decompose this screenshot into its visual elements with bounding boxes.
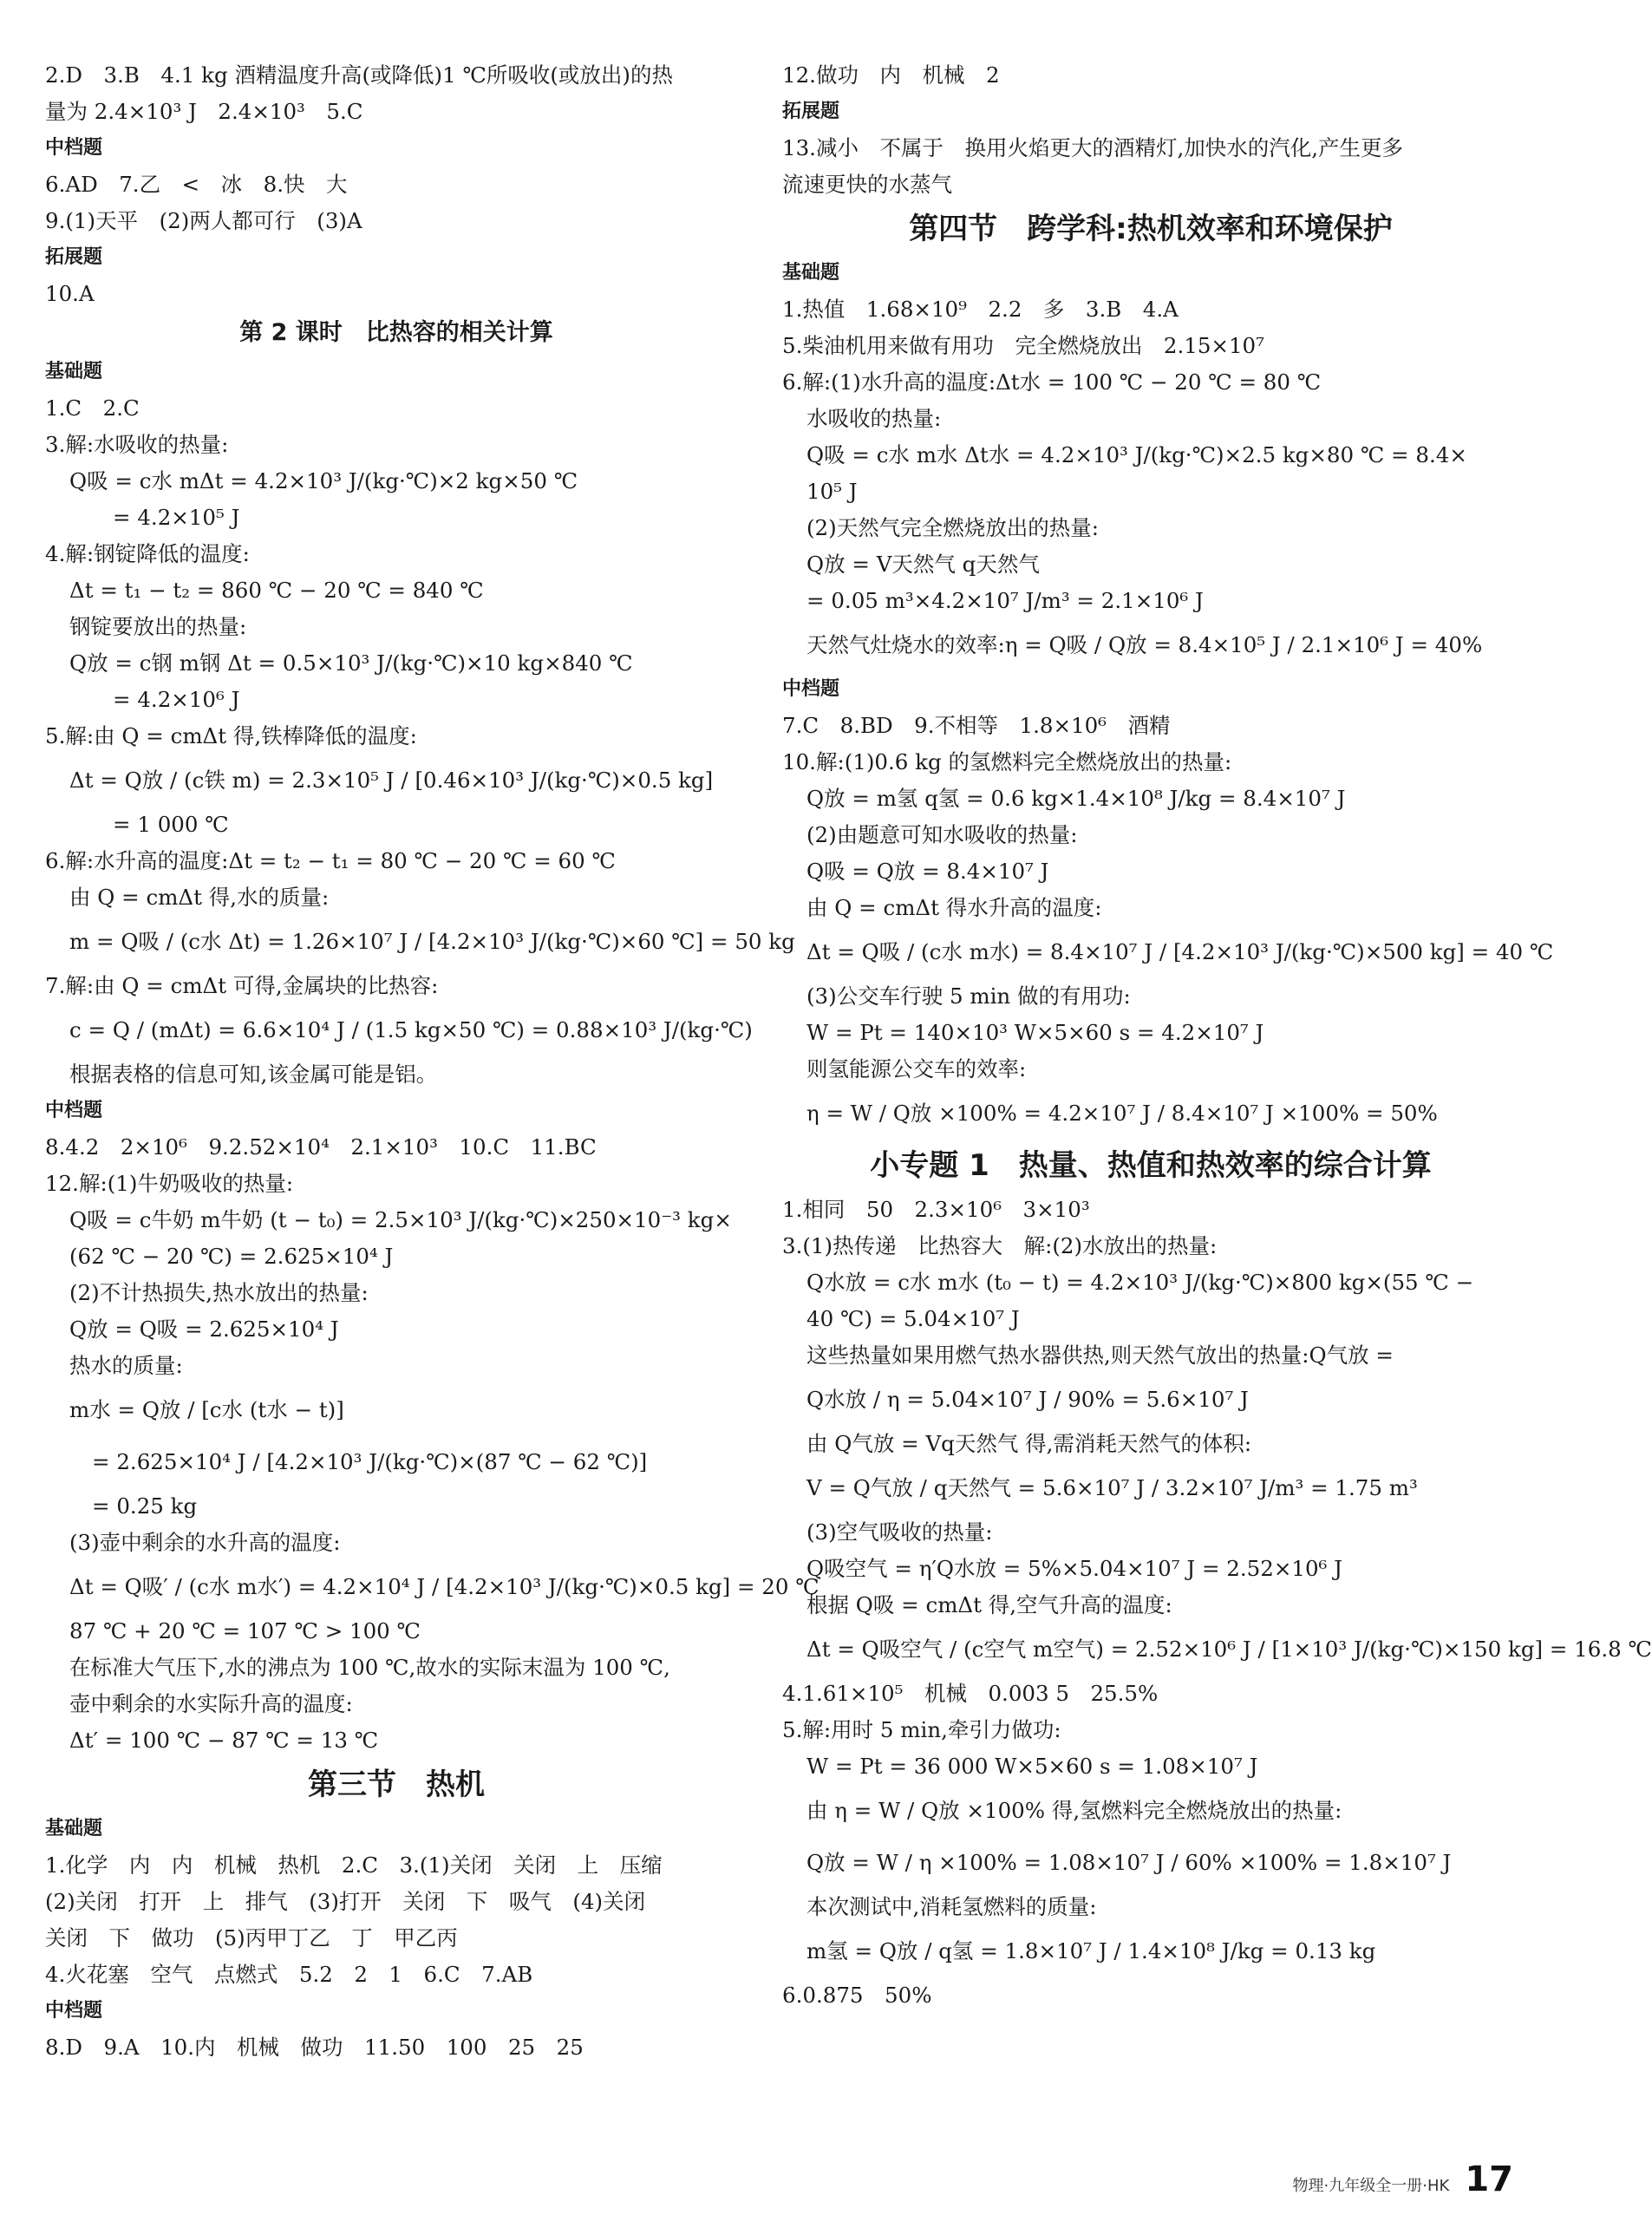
text-line: 3.(1)热传递 比热容大 解:(2)水放出的热量: (782, 1233, 1218, 1258)
text-line: V = Q气放 / q天然气 = 5.6×10⁷ J / 3.2×10⁷ J/m³ = 1.75 m³ (806, 1475, 1418, 1500)
text-line: 4.解:钢锭降低的温度: (45, 541, 250, 566)
text-line: 由 Q = cmΔt 得,水的质量: (69, 885, 330, 910)
text-line: 2.D 3.B 4.1 kg 酒精温度升高(或降低)1 ℃所吸收(或放出)的热 (45, 62, 673, 88)
text-line: 6.AD 7.乙 < 冰 8.快 大 (45, 172, 348, 197)
text-line: Q放 = Q吸 = 2.625×10⁴ J (69, 1317, 339, 1342)
text-line: 9.(1)天平 (2)两人都可行 (3)A (45, 208, 362, 233)
text-line: 5.柴油机用来做有用功 完全燃烧放出 2.15×10⁷ (782, 333, 1264, 358)
text-line: c = Q / (mΔt) = 6.6×10⁴ J / (1.5 kg×50 ℃) = 0.88×10³ J/(kg·℃) (69, 1017, 753, 1042)
text-line: Δt = Q吸空气 / (c空气 m空气) = 2.52×10⁶ J / [1×10³ J/(kg·℃)×150 kg] = 16.8 ℃ (806, 1637, 1652, 1662)
difficulty-heading: 基础题 (45, 1818, 103, 1839)
left-column (45, 57, 819, 2066)
text-line: Q吸 = Q放 = 8.4×10⁷ J (806, 859, 1049, 884)
text-line: 根据表格的信息可知,该金属可能是铝。 (69, 1062, 438, 1087)
text-line: W = Pt = 140×10³ W×5×60 s = 4.2×10⁷ J (806, 1020, 1264, 1045)
text-line: Q吸空气 = η′Q水放 = 5%×5.04×10⁷ J = 2.52×10⁶ J (806, 1556, 1342, 1581)
section-title: 小专题 1 热量、热值和热效率的综合计算 (870, 1148, 1432, 1183)
text-line: Δt = Q放 / (c铁 m) = 2.3×10⁵ J / [0.46×10³ J/(kg·℃)×0.5 kg] (69, 768, 714, 793)
text-line: (2)不计热损失,热水放出的热量: (69, 1280, 369, 1305)
difficulty-heading: 基础题 (782, 262, 840, 284)
text-line: 10.A (45, 281, 95, 306)
difficulty-heading: 中档题 (45, 1100, 103, 1121)
text-line: 这些热量如果用燃气热水器供热,则天然气放出的热量:Q气放 = (806, 1343, 1394, 1368)
text-line: = 4.2×10⁶ J (113, 687, 240, 712)
section-title: 第三节 热机 (308, 1767, 485, 1802)
text-line: Q放 = c钢 m钢 Δt = 0.5×10³ J/(kg·℃)×10 kg×840 ℃ (69, 650, 633, 676)
text-line: η = W / Q放 ×100% = 4.2×10⁷ J / 8.4×10⁷ J ×100% = 50% (806, 1101, 1438, 1126)
text-line: 40 ℃) = 5.04×10⁷ J (806, 1306, 1020, 1331)
text-line: m氢 = Q放 / q氢 = 1.8×10⁷ J / 1.4×10⁸ J/kg = 0.13 kg (806, 1938, 1376, 1963)
text-line: 1.C 2.C (45, 395, 140, 421)
text-line: (3)公交车行驶 5 min 做的有用功: (806, 983, 1131, 1009)
text-line: Δt′ = 100 ℃ − 87 ℃ = 13 ℃ (69, 1728, 379, 1753)
text-line: Q放 = V天然气 q天然气 (806, 552, 1040, 577)
text-line: 3.解:水吸收的热量: (45, 432, 229, 457)
text-line: (3)空气吸收的热量: (806, 1519, 993, 1545)
text-line: 8.D 9.A 10.内 机械 做功 11.50 100 25 25 (45, 2035, 584, 2060)
text-line: 关闭 下 做功 (5)丙甲丁乙 丁 甲乙丙 (45, 1925, 458, 1950)
text-line: 钢锭要放出的热量: (69, 614, 247, 639)
difficulty-heading: 中档题 (45, 2000, 103, 2022)
text-line: 6.解:(1)水升高的温度:Δt水 = 100 ℃ − 20 ℃ = 80 ℃ (782, 369, 1322, 395)
text-line: m = Q吸 / (c水 Δt) = 1.26×10⁷ J / [4.2×10³ J/(kg·℃)×60 ℃] = 50 kg (69, 929, 795, 954)
text-line: Δt = Q吸 / (c水 m水) = 8.4×10⁷ J / [4.2×10³ J/(kg·℃)×500 kg] = 40 ℃ (806, 939, 1554, 964)
difficulty-heading: 中档题 (45, 137, 103, 159)
page-footer (1293, 2159, 1513, 2199)
text-line: 由 Q = cmΔt 得水升高的温度: (806, 895, 1102, 920)
text-line: 13.减小 不属于 换用火焰更大的酒精灯,加快水的汽化,产生更多 (782, 135, 1404, 160)
text-line: 87 ℃ + 20 ℃ = 107 ℃ > 100 ℃ (69, 1618, 421, 1643)
text-line: 壶中剩余的水实际升高的温度: (69, 1691, 353, 1716)
difficulty-heading: 拓展题 (45, 246, 103, 268)
text-line: 7.C 8.BD 9.不相等 1.8×10⁶ 酒精 (782, 713, 1171, 738)
text-line: 5.解:用时 5 min,牵引力做功: (782, 1717, 1061, 1742)
text-line: 由 η = W / Q放 ×100% 得,氢燃料完全燃烧放出的热量: (806, 1798, 1342, 1823)
text-line: Q水放 / η = 5.04×10⁷ J / 90% = 5.6×10⁷ J (806, 1387, 1249, 1412)
text-line: Δt = Q吸′ / (c水 m水′) = 4.2×10⁴ J / [4.2×10³ J/(kg·℃)×0.5 kg] = 20 ℃ (69, 1574, 819, 1599)
text-line: (3)壶中剩余的水升高的温度: (69, 1530, 341, 1555)
text-line: 10⁵ J (806, 479, 858, 504)
text-line: 8.4.2 2×10⁶ 9.2.52×10⁴ 2.1×10³ 10.C 11.BC (45, 1134, 597, 1160)
page-number: 17 (1465, 2159, 1513, 2199)
text-line: Q吸 = c水 mΔt = 4.2×10³ J/(kg·℃)×2 kg×50 ℃ (69, 468, 578, 493)
text-line: 则氢能源公交车的效率: (806, 1056, 1027, 1081)
difficulty-heading: 基础题 (45, 361, 103, 382)
text-line: W = Pt = 36 000 W×5×60 s = 1.08×10⁷ J (806, 1754, 1258, 1779)
difficulty-heading: 中档题 (782, 678, 840, 700)
text-line: 热水的质量: (69, 1353, 183, 1378)
text-line: 在标准大气压下,水的沸点为 100 ℃,故水的实际末温为 100 ℃, (69, 1655, 670, 1680)
text-line: m水 = Q放 / [c水 (t水 − t)] (69, 1397, 344, 1422)
text-line: = 1 000 ℃ (113, 812, 229, 837)
text-line: (2)天然气完全燃烧放出的热量: (806, 515, 1099, 540)
text-line: 量为 2.4×10³ J 2.4×10³ 5.C (45, 99, 363, 124)
text-line: = 2.625×10⁴ J / [4.2×10³ J/(kg·℃)×(87 ℃ − 62 ℃)] (92, 1449, 648, 1474)
text-line: (2)由题意可知水吸收的热量: (806, 822, 1078, 847)
text-line: 1.相同 50 2.3×10⁶ 3×10³ (782, 1197, 1090, 1222)
text-line: = 0.05 m³×4.2×10⁷ J/m³ = 2.1×10⁶ J (806, 588, 1204, 613)
section-title: 第 2 课时 比热容的相关计算 (239, 319, 553, 346)
text-line: (2)关闭 打开 上 排气 (3)打开 关闭 下 吸气 (4)关闭 (45, 1889, 646, 1914)
text-line: 6.解:水升高的温度:Δt = t₂ − t₁ = 80 ℃ − 20 ℃ = 60 ℃ (45, 848, 616, 873)
text-line: 1.化学 内 内 机械 热机 2.C 3.(1)关闭 关闭 上 压缩 (45, 1852, 663, 1878)
text-line: 6.0.875 50% (782, 1983, 932, 2008)
text-line: 12.做功 内 机械 2 (782, 62, 1000, 88)
text-line: 7.解:由 Q = cmΔt 可得,金属块的比热容: (45, 973, 439, 998)
text-line: Q放 = W / η ×100% = 1.08×10⁷ J / 60% ×100% = 1.8×10⁷ J (806, 1850, 1452, 1875)
text-line: 4.火花塞 空气 点燃式 5.2 2 1 6.C 7.AB (45, 1962, 533, 1987)
text-line: 本次测试中,消耗氢燃料的质量: (806, 1894, 1097, 1919)
text-line: 10.解:(1)0.6 kg 的氢燃料完全燃烧放出的热量: (782, 749, 1232, 774)
text-line: 天然气灶烧水的效率:η = Q吸 / Q放 = 8.4×10⁵ J / 2.1×10⁶ J = 40% (806, 632, 1483, 657)
text-line: = 0.25 kg (92, 1493, 198, 1519)
text-line: (62 ℃ − 20 ℃) = 2.625×10⁴ J (69, 1244, 394, 1269)
text-line: Q吸 = c水 m水 Δt水 = 4.2×10³ J/(kg·℃)×2.5 kg×80 ℃ = 8.4× (806, 442, 1467, 467)
text-line: 流速更快的水蒸气 (782, 172, 952, 197)
text-line: 根据 Q吸 = cmΔt 得,空气升高的温度: (806, 1592, 1172, 1617)
right-column (782, 57, 1652, 2014)
text-line: 12.解:(1)牛奶吸收的热量: (45, 1171, 294, 1196)
difficulty-heading: 拓展题 (782, 101, 840, 122)
text-line: 由 Q气放 = Vq天然气 得,需消耗天然气的体积: (806, 1431, 1252, 1456)
text-line: Δt = t₁ − t₂ = 860 ℃ − 20 ℃ = 840 ℃ (69, 578, 484, 603)
text-line: Q水放 = c水 m水 (t₀ − t) = 4.2×10³ J/(kg·℃)×800 kg×(55 ℃ − (806, 1270, 1474, 1295)
text-line: = 4.2×10⁵ J (113, 505, 240, 530)
book-info: 物理·九年级全一册·HK (1292, 2177, 1450, 2195)
text-line: 1.热值 1.68×10⁹ 2.2 多 3.B 4.A (782, 297, 1179, 322)
text-line: Q放 = m氢 q氢 = 0.6 kg×1.4×10⁸ J/kg = 8.4×10⁷ J (806, 786, 1346, 811)
text-line: 5.解:由 Q = cmΔt 得,铁棒降低的温度: (45, 723, 417, 748)
section-title: 第四节 跨学科:热机效率和环境保护 (909, 212, 1393, 246)
text-line: 4.1.61×10⁵ 机械 0.003 5 25.5% (782, 1681, 1159, 1706)
text-line: 水吸收的热量: (806, 406, 942, 431)
text-line: Q吸 = c牛奶 m牛奶 (t − t₀) = 2.5×10³ J/(kg·℃)×250×10⁻³ kg× (69, 1207, 732, 1232)
